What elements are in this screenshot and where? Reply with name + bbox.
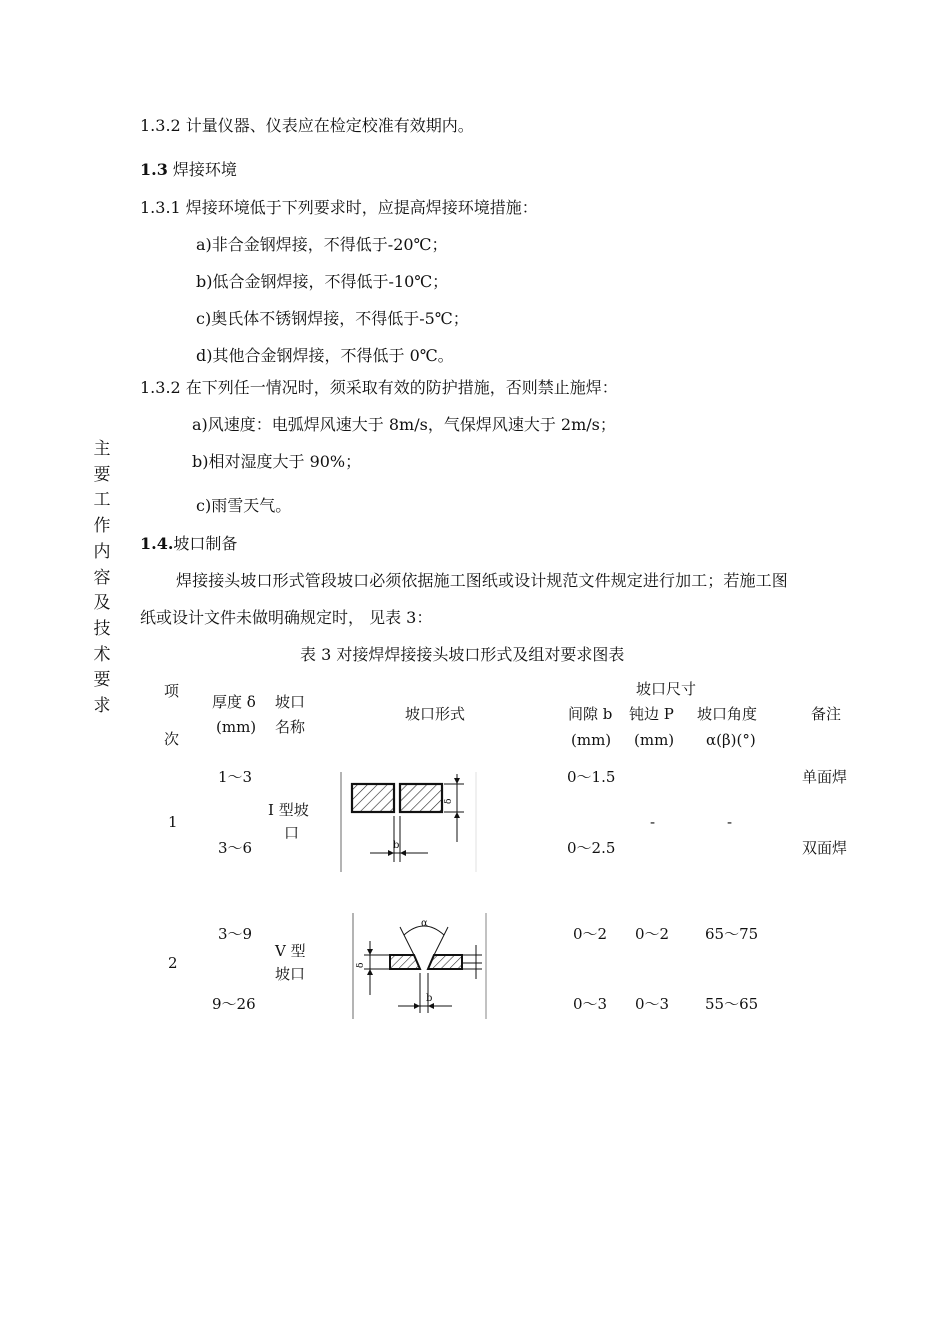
row1-name-1: I 型坡 xyxy=(268,801,309,819)
header-blunt-1: 钝边 P xyxy=(629,705,674,723)
clause-1-3-2-instruments: 1.3.2 计量仪器、仪表应在检定校准有效期内。 xyxy=(140,116,474,135)
header-dimensions: 坡口尺寸 xyxy=(636,680,697,698)
row2-angle-b: 55～65 xyxy=(705,995,759,1013)
table-caption: 表 3 对接焊焊接接头坡口形式及组对要求图表 xyxy=(300,645,625,664)
row2-item-number: 2 xyxy=(168,954,178,972)
row2-gap-a: 0～2 xyxy=(573,925,608,943)
clause-1-3-2-protection: 1.3.2 在下列任一情况时，须采取有效的防护措施，否则禁止施焊： xyxy=(140,378,618,397)
list-item-d: d)其他合金钢焊接，不得低于 0℃。 xyxy=(196,346,454,365)
gap-symbol: b xyxy=(393,840,400,851)
row2-gap-b: 0～3 xyxy=(573,995,608,1013)
section-heading-1-4 xyxy=(140,536,237,552)
side-char: 求 xyxy=(93,696,111,717)
header-form: 坡口形式 xyxy=(405,705,466,723)
row1-angle: - xyxy=(727,813,733,831)
header-remark: 备注 xyxy=(811,705,842,723)
header-gap-2: (mm) xyxy=(571,731,612,749)
row1-item-number: 1 xyxy=(168,813,178,831)
row2-angle-a: 65～75 xyxy=(705,925,759,943)
section-title: 焊接环境 xyxy=(167,160,237,179)
side-char: 工 xyxy=(93,490,111,511)
header-item-1: 项 xyxy=(164,682,180,700)
section-title: 坡口制备 xyxy=(173,534,238,553)
list-item-weather: c)雨雪天气。 xyxy=(196,496,292,515)
side-char: 主 xyxy=(93,439,111,459)
paragraph-line-1: 焊接接头坡口形式管段坡口必须依据施工图纸或设计规范文件规定进行加工；若施工图 xyxy=(176,571,788,590)
row1-thickness-a: 1～3 xyxy=(218,768,253,786)
list-item-c: c)奥氏体不锈钢焊接，不得低于-5℃； xyxy=(196,309,469,328)
side-char: 作 xyxy=(93,516,111,537)
section-heading-1-3 xyxy=(140,162,237,178)
side-char: 技 xyxy=(93,618,111,639)
row1-blunt: - xyxy=(650,813,656,831)
side-char: 术 xyxy=(93,644,111,665)
header-gap-1: 间隙 b xyxy=(568,705,613,723)
side-char: 容 xyxy=(93,567,111,588)
row2-thickness-a: 3～9 xyxy=(218,925,253,943)
thickness-symbol: δ xyxy=(356,962,366,968)
header-name-2: 名称 xyxy=(275,718,306,736)
thickness-symbol: δ xyxy=(444,798,454,804)
header-thickness-1: 厚度 δ xyxy=(212,693,256,711)
row1-remark-a: 单面焊 xyxy=(802,768,848,786)
row2-thickness-b: 9～26 xyxy=(212,995,256,1013)
list-item-b: b)低合金钢焊接，不得低于-10℃； xyxy=(196,272,449,291)
header-angle-2: α(β)(°) xyxy=(706,731,756,749)
angle-symbol: α xyxy=(421,918,428,929)
side-char: 内 xyxy=(93,541,111,562)
row1-thickness-b: 3～6 xyxy=(218,839,253,857)
row1-remark-b: 双面焊 xyxy=(802,839,848,857)
row2-blunt-a: 0～2 xyxy=(635,925,670,943)
i-groove-diagram xyxy=(340,772,478,872)
row2-name-1: V 型 xyxy=(275,942,306,960)
row2-blunt-b: 0～3 xyxy=(635,995,670,1013)
row1-gap-a: 0～1.5 xyxy=(567,768,616,786)
gap-symbol: b xyxy=(426,993,433,1004)
list-item-a: a)非合金钢焊接，不得低于-20℃； xyxy=(196,235,448,254)
side-char: 要 xyxy=(93,670,111,691)
row2-name-2: 坡口 xyxy=(275,965,306,983)
row1-gap-b: 0～2.5 xyxy=(567,839,616,857)
paragraph-line-2: 纸或设计文件未做明确规定时， 见表 3： xyxy=(140,608,433,627)
header-angle-1: 坡口角度 xyxy=(697,705,758,723)
side-char: 要 xyxy=(93,464,111,485)
header-name-1: 坡口 xyxy=(275,693,306,711)
row1-name-2: 口 xyxy=(284,824,300,842)
header-thickness-2: (mm) xyxy=(216,718,257,736)
clause-1-3-1: 1.3.1 焊接环境低于下列要求时，应提高焊接环境措施： xyxy=(140,198,538,217)
side-section-label xyxy=(91,437,113,720)
list-item-wind: a)风速度：电弧焊风速大于 8m/s，气保焊风速大于 2m/s； xyxy=(192,415,616,434)
header-item-2: 次 xyxy=(164,730,180,748)
section-number: 1.4. xyxy=(140,534,174,553)
v-groove-diagram xyxy=(352,913,488,1019)
header-blunt-2: (mm) xyxy=(634,731,675,749)
side-char: 及 xyxy=(93,593,111,614)
section-number: 1.3 xyxy=(140,160,168,179)
list-item-humidity: b)相对湿度大于 90%； xyxy=(192,452,362,471)
